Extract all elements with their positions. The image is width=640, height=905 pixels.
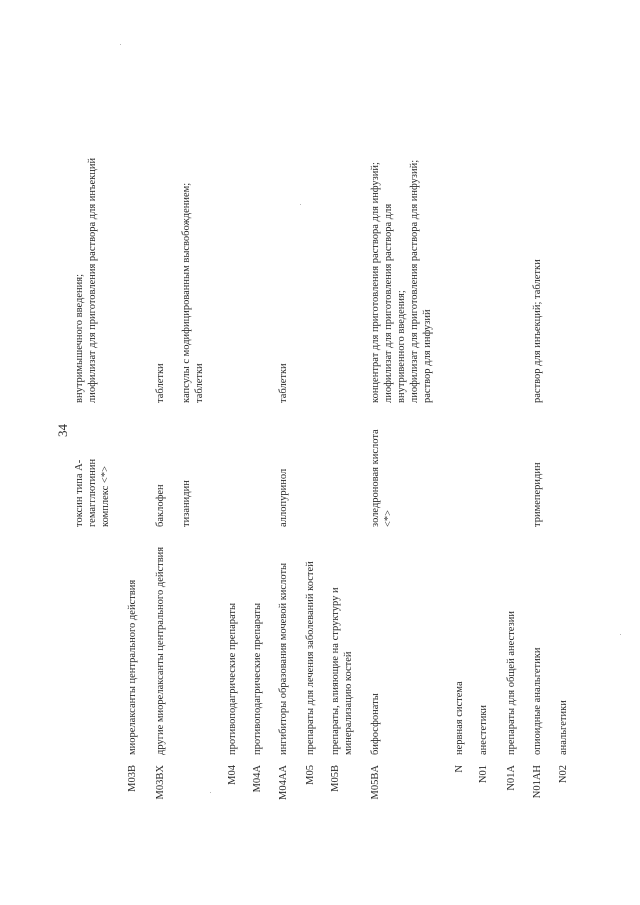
table-row [73, 0, 111, 905]
table-row [226, 0, 238, 905]
drug-name: токсин типа А-гемагглютинин комплекс <*> [74, 458, 111, 527]
atc-description: препараты, влияющие на структуру и минерализацию костей [330, 587, 354, 755]
dosage-form: таблетки [155, 363, 166, 403]
atc-description: миорелаксанты центрального действия [127, 579, 138, 755]
atc-description: ингибиторы образования мочевой кислоты [278, 562, 289, 755]
atc-code: M05BA [370, 765, 381, 800]
atc-description: противоподагрические препараты [227, 602, 238, 755]
atc-code: N01 [478, 765, 489, 784]
atc-description: анальгетики [558, 700, 569, 755]
table-row [180, 0, 205, 905]
table-row [277, 0, 289, 905]
atc-code: M05B [330, 765, 341, 792]
drug-name: тримеперидин [532, 462, 543, 527]
dosage-form: капсулы с модифицированным высвобождением; таблетки [181, 182, 205, 403]
drug-name: золедроновая кислота <*> [370, 429, 394, 527]
atc-code: M05 [305, 765, 316, 785]
atc-description: бифосфонаты [370, 693, 381, 755]
atc-description: опиоидные анальгетики [532, 647, 543, 755]
dosage-form: концентрат для приготовления раствора для инфузий; лиофилизат для приготовления раствора для внутривенного введения; лиофилизат для приготовления раствора для инфузий; раствор для инфузий [370, 159, 433, 403]
table-row [531, 0, 543, 905]
atc-code: M03BX [155, 765, 166, 800]
atc-code: M03B [127, 765, 138, 792]
atc-code: N01AH [532, 765, 543, 799]
atc-code: N [454, 765, 465, 773]
table-row [251, 0, 263, 905]
dosage-form: внутримышечного введения; лиофилизат для приготовления раствора для инъекций [74, 157, 98, 403]
page-number: 34 [55, 424, 70, 437]
dosage-form: таблетки [278, 363, 289, 403]
scan-speck [210, 792, 211, 793]
drug-name: тизанидин [181, 480, 192, 527]
table-row [505, 0, 517, 905]
table-row [557, 0, 569, 905]
atc-code: N02 [558, 765, 569, 784]
atc-code: N01A [506, 765, 517, 791]
atc-description: другие миорелаксанты центрального действия [155, 546, 166, 755]
dosage-form: раствор для инъекций; таблетки [532, 259, 543, 403]
table-row [304, 0, 316, 905]
atc-code: M04A [252, 765, 263, 793]
table-row [369, 0, 433, 905]
atc-description: анестетики [478, 704, 489, 755]
scan-speck [120, 44, 121, 45]
table-row [477, 0, 489, 905]
atc-description: нервная система [454, 681, 465, 755]
scan-speck [300, 204, 301, 205]
atc-description: препараты для общей анестезии [506, 611, 517, 755]
table-row [154, 0, 166, 905]
table-row [329, 0, 354, 905]
atc-description: препараты для лечения заболеваний костей [305, 561, 316, 755]
table-row [126, 0, 138, 905]
atc-code: M04AA [278, 765, 289, 801]
table-row [453, 0, 465, 905]
scan-speck [620, 634, 621, 635]
atc-code: M04 [227, 765, 238, 785]
atc-description: противоподагрические препараты [252, 602, 263, 755]
drug-name: аллопуринол [278, 468, 289, 527]
drug-name: баклофен [155, 484, 166, 527]
